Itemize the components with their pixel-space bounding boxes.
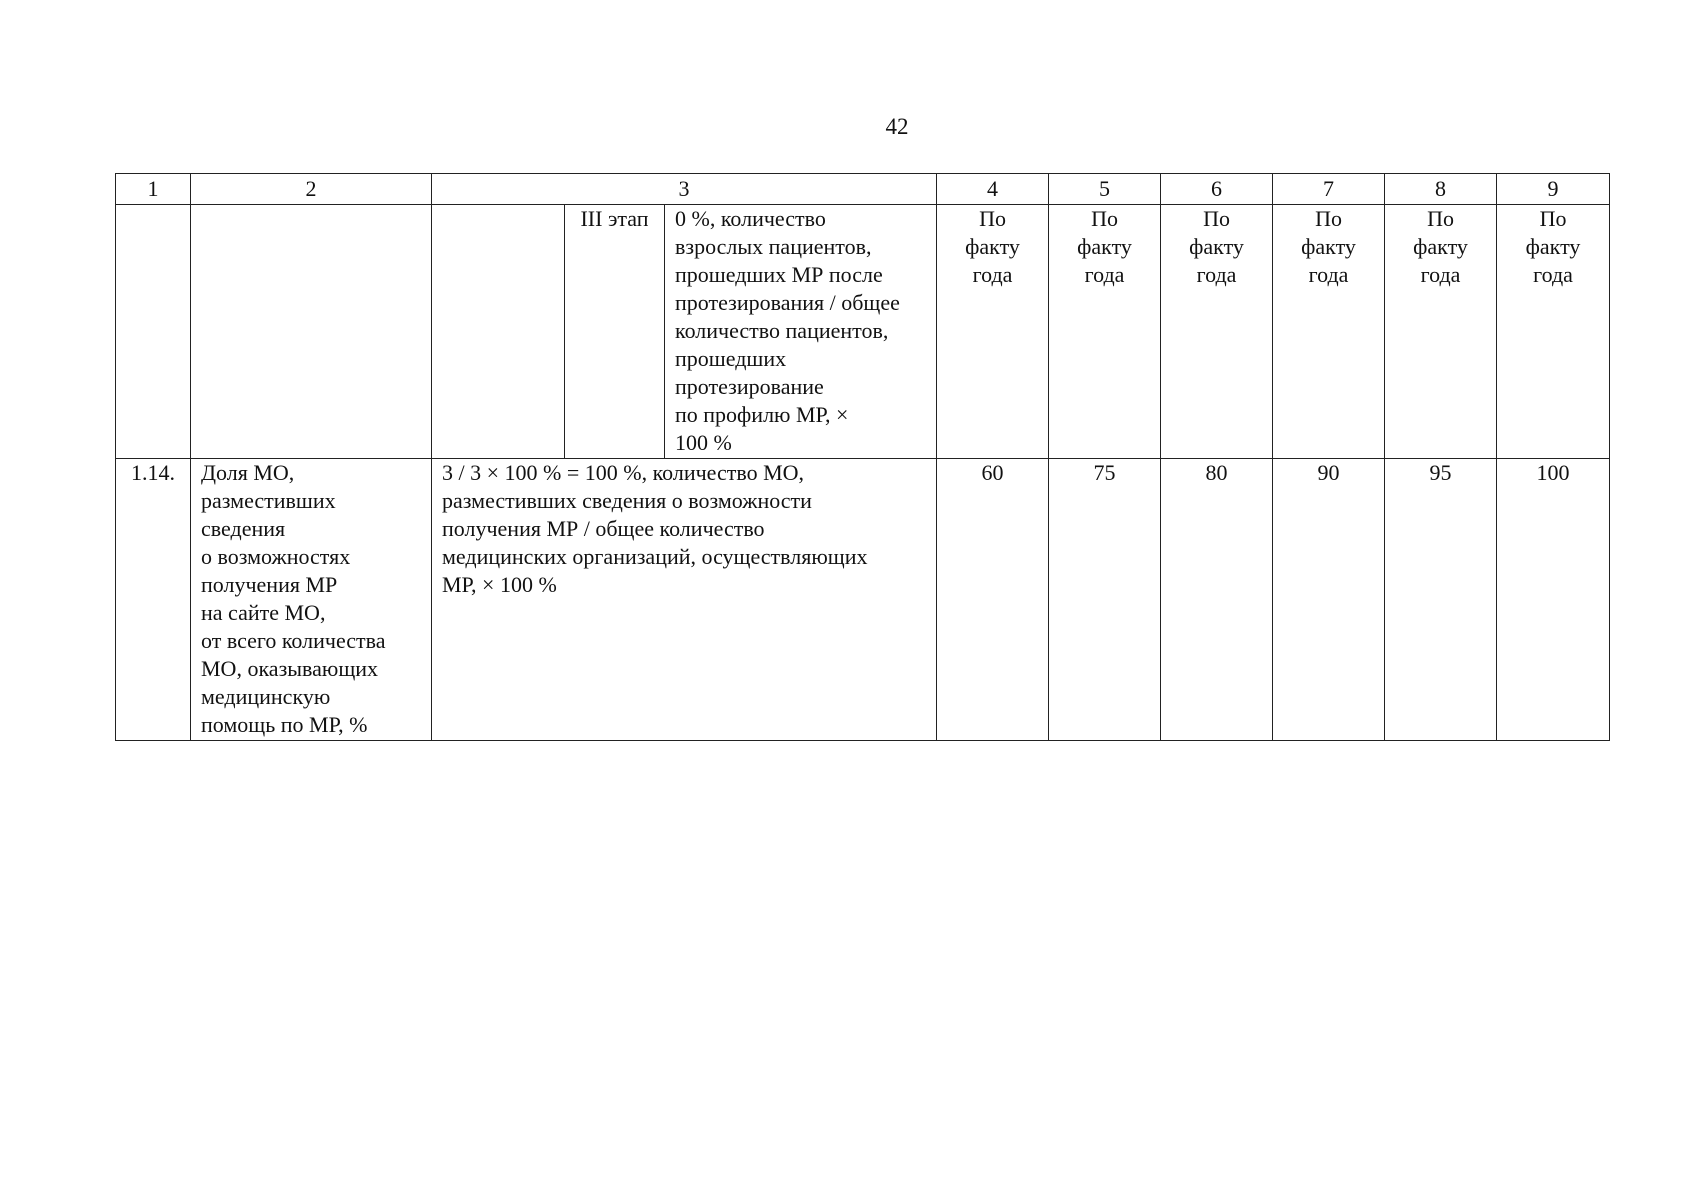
header-cell-9: 9 [1497, 174, 1610, 205]
row2-name-line: о возможностях [201, 544, 351, 569]
row2-value-col7: 90 [1273, 459, 1385, 741]
header-cell-1: 1 [116, 174, 191, 205]
row1-formula-line: взрослых пациентов, [675, 234, 872, 259]
value-line: года [1196, 262, 1237, 287]
row2-name-line: разместивших [201, 488, 336, 513]
value-line: года [1420, 262, 1461, 287]
row2-name-line: медицинскую [201, 684, 331, 709]
row1-name-cell [191, 205, 432, 459]
value-line: факту [965, 234, 1020, 259]
value-line: факту [1525, 234, 1581, 259]
row2-value-col5: 75 [1049, 459, 1161, 741]
row1-value-col7 [1273, 205, 1385, 459]
table-header-row [116, 174, 1610, 205]
row1-formula-line: протезирования / общее [675, 290, 900, 315]
row2-name-line: получения МР [201, 572, 338, 597]
row2-formula-cell [432, 459, 937, 741]
value-line: По [1091, 206, 1118, 231]
row1-value-col9 [1497, 205, 1610, 459]
header-cell-8: 8 [1385, 174, 1497, 205]
header-cell-5: 5 [1049, 174, 1161, 205]
row1-formula-line: прошедших [675, 346, 787, 371]
header-cell-6: 6 [1161, 174, 1273, 205]
header-cell-4: 4 [937, 174, 1049, 205]
header-cell-2: 2 [191, 174, 432, 205]
header-cell-7: 7 [1273, 174, 1385, 205]
page-number: 42 [885, 114, 909, 139]
row1-formula-line: протезирование [675, 374, 824, 399]
row1-value-col4 [937, 205, 1049, 459]
row1-value-col8 [1385, 205, 1497, 459]
row2-number-cell: 1.14. [116, 459, 191, 741]
value-line: факту [1189, 234, 1244, 259]
value-line: По [1315, 206, 1342, 231]
value-line: факту [1413, 234, 1468, 259]
row2-name-line: на сайте МО, [201, 600, 326, 625]
value-line: года [972, 262, 1013, 287]
row2-formula-line: МР, × 100 % [442, 572, 557, 597]
row2-value-col6: 80 [1161, 459, 1273, 741]
row2-name-line: от всего количества [201, 628, 386, 653]
row2-name-line: сведения [201, 516, 286, 541]
row1-formula-cell [665, 205, 937, 459]
value-line: года [1084, 262, 1125, 287]
value-line: года [1308, 262, 1349, 287]
row2-name-cell [191, 459, 432, 741]
row1-stage-cell: III этап [565, 205, 665, 459]
value-line: По [1427, 206, 1454, 231]
value-line: факту [1077, 234, 1132, 259]
row1-formula-line: 100 % [675, 430, 732, 455]
row1-formula-line: 0 %, количество [675, 206, 826, 231]
table-row [116, 205, 1610, 459]
row2-formula-line: получения МР / общее количество [442, 516, 765, 541]
row2-name-line: МО, оказывающих [201, 656, 379, 681]
value-line: По [1203, 206, 1230, 231]
value-line: По [1539, 206, 1567, 231]
row2-value-col4: 60 [937, 459, 1049, 741]
row1-value-col5 [1049, 205, 1161, 459]
row1-formula-line: прошедших МР после [675, 262, 883, 287]
header-cell-3: 3 [432, 174, 937, 205]
row1-number-cell [116, 205, 191, 459]
row1-blank-cell [432, 205, 565, 459]
value-line: По [979, 206, 1006, 231]
row1-formula-line: количество пациентов, [675, 318, 889, 343]
value-line: факту [1301, 234, 1356, 259]
row1-value-col6 [1161, 205, 1273, 459]
row2-value-col9: 100 [1497, 459, 1610, 741]
row2-formula-line: медицинских организаций, осуществляющих [442, 544, 868, 569]
indicators-table [115, 173, 1610, 741]
value-line: года [1533, 262, 1573, 287]
row2-formula-line: разместивших сведения о возможности [442, 488, 812, 513]
row2-name-line: помощь по МР, % [201, 712, 368, 737]
row2-value-col8: 95 [1385, 459, 1497, 741]
row1-formula-line: по профилю МР, × [675, 402, 849, 427]
table-row [116, 459, 1610, 741]
row2-name-line: Доля МО, [201, 460, 295, 485]
row2-formula-line: 3 / 3 × 100 % = 100 %, количество МО, [442, 460, 805, 485]
